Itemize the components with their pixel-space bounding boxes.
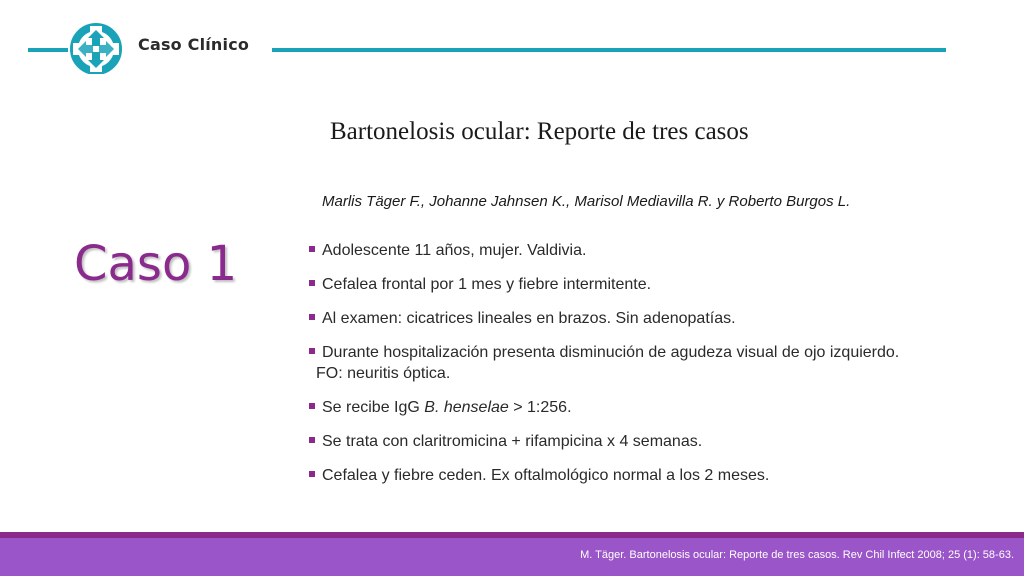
species-name: B. henselae: [424, 399, 509, 416]
bullet-item: [309, 431, 985, 452]
bullet-square-icon: [309, 403, 315, 409]
bullet-text: > 1:256.: [508, 399, 572, 416]
bullet-text: Cefalea y fiebre ceden. Ex oftalmológico normal a los 2 meses.: [322, 467, 770, 484]
bullet-text: Se trata con claritromicina + rifampicina x 4 semanas.: [322, 433, 703, 450]
bullet-text: Se recibe IgG: [322, 399, 425, 416]
bullet-square-icon: [309, 246, 315, 252]
bullet-item: [309, 274, 985, 295]
bullet-square-icon: [309, 314, 315, 320]
bullet-square-icon: [309, 348, 315, 354]
paper-title: Bartonelosis ocular: Reporte de tres casos: [330, 118, 749, 145]
bullet-text: Durante hospitalización presenta disminución de agudeza visual de ojo izquierdo.: [322, 344, 900, 361]
bullet-item: [309, 397, 985, 418]
header-rule-left: [28, 48, 68, 52]
bullet-text: Al examen: cicatrices lineales en brazos. Sin adenopatías.: [322, 310, 736, 327]
bullet-square-icon: [309, 471, 315, 477]
footer-bar: [0, 538, 1024, 576]
bullet-item: [309, 342, 985, 384]
bullet-text: Cefalea frontal por 1 mes y fiebre intermitente.: [322, 276, 652, 293]
medical-cross-arrows-icon: [70, 22, 126, 74]
paper-authors: Marlis Täger F., Johanne Jahnsen K., Marisol Mediavilla R. y Roberto Burgos L.: [322, 193, 851, 210]
header-rule-right: [272, 48, 946, 52]
bullet-text: Adolescente 11 años, mujer. Valdivia.: [322, 242, 587, 259]
bullet-square-icon: [309, 280, 315, 286]
case-bullet-list: [309, 240, 985, 499]
case-title: Caso 1: [74, 236, 238, 292]
bullet-item: [309, 308, 985, 329]
bullet-square-icon: [309, 437, 315, 443]
bullet-item: [309, 465, 985, 486]
footer-citation: M. Täger. Bartonelosis ocular: Reporte de tres casos. Rev Chil Infect 2008; 25 (1): 58-63.: [580, 549, 1014, 561]
brand-title: Caso Clínico: [138, 35, 250, 54]
bullet-text-continued: FO: neuritis óptica.: [316, 365, 451, 382]
bullet-item: [309, 240, 985, 261]
